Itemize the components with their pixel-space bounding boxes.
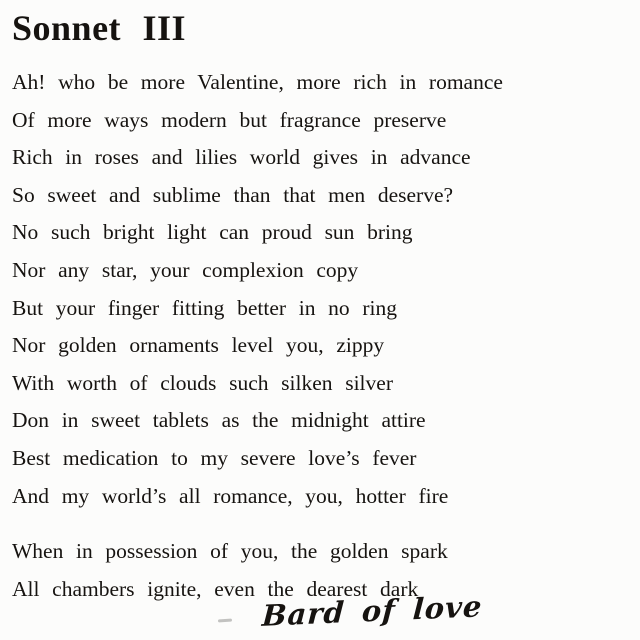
stray-scan-mark <box>218 619 232 623</box>
poem-line-10: Don in sweet tablets as the midnight attire <box>12 408 426 433</box>
poem-line-3: Rich in roses and lilies world gives in advance <box>12 145 471 170</box>
poem-line-1: Ah! who be more Valentine, more rich in romance <box>12 70 503 94</box>
author-signature: Bard of love <box>261 589 484 633</box>
poem-line-9: With worth of clouds such silken silver <box>12 370 393 395</box>
couplet-line-2: All chambers ignite, even the dearest dark <box>12 576 419 601</box>
couplet-line-1: When in possession of you, the golden spark <box>12 539 448 564</box>
poem-title: Sonnet III <box>12 8 187 48</box>
poem-line-8: Nor golden ornaments level you, zippy <box>12 333 385 358</box>
poem-line-2: Of more ways modern but fragrance preserve <box>12 107 447 132</box>
poem-line-12: And my world’s all romance, you, hotter fire <box>12 483 449 508</box>
poem-body <box>12 64 626 608</box>
poem-line-5: No such bright light can proud sun bring <box>12 220 413 245</box>
poem-line-7: But your finger fitting better in no ring <box>12 295 397 320</box>
poem-line-6: Nor any star, your complexion copy <box>12 257 359 282</box>
poem-line-4: So sweet and sublime than that men deserve? <box>12 182 454 207</box>
poem-line-11: Best medication to my severe love’s fever <box>12 445 417 470</box>
